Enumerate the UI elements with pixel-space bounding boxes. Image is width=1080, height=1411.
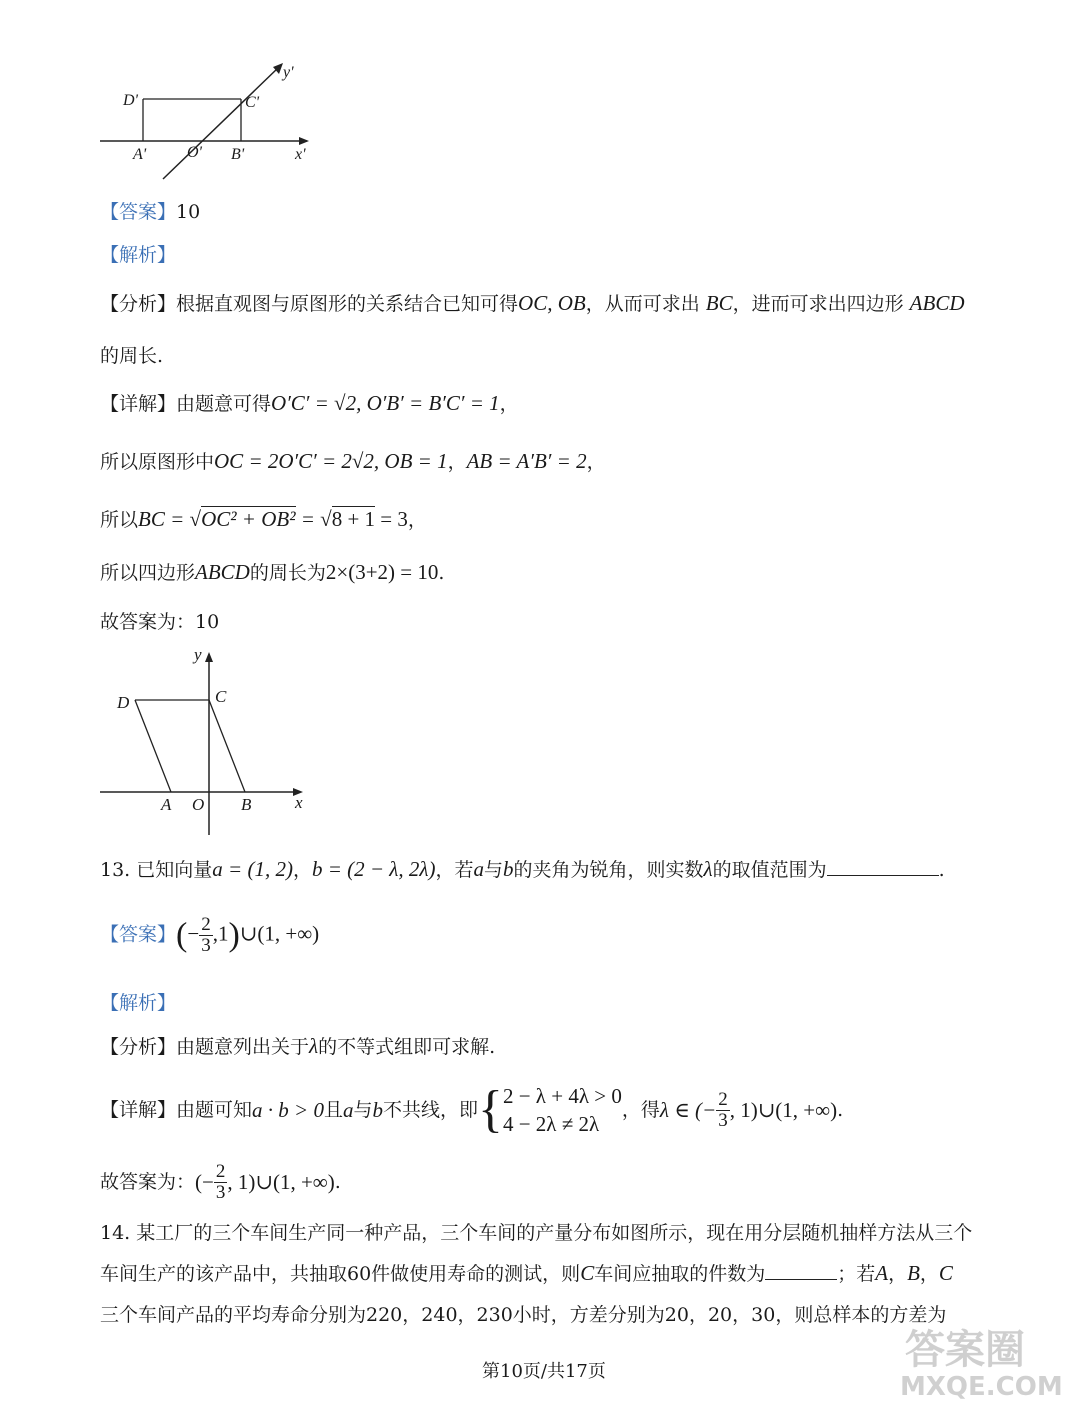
figure-oblique-view: [95, 55, 325, 180]
stem-text: 的取值范围为: [712, 859, 827, 881]
xj-math: BC =: [138, 507, 190, 531]
xj-math: = 3: [375, 507, 408, 531]
q13-analysis-tag: 【解析】: [100, 992, 177, 1014]
label-y-prime: y': [283, 64, 294, 81]
q12-fenxi-line1: [100, 291, 965, 316]
label-D: D: [117, 693, 130, 712]
xj-text: 所以原图形中: [100, 451, 215, 473]
stem-math: b: [503, 857, 514, 881]
stem-text: ，: [919, 1263, 939, 1285]
fraction: $\frac{2}{3}$: [201, 914, 211, 956]
fenxi-text: 根据直观图与原图形的关系结合已知可得: [176, 293, 519, 315]
fenxi-text: ，从而可求出: [585, 293, 700, 315]
stem-text: ，: [888, 1263, 908, 1285]
y-arrow: [205, 652, 213, 662]
xj-text: 所以四边形: [100, 562, 196, 584]
final-math: (−: [195, 1170, 214, 1194]
stem-math: λ: [703, 857, 713, 881]
xj-math: a: [342, 1098, 354, 1122]
q14-line1: 14. 某工厂的三个车间生产同一种产品，三个车间的产量分布如图所示，现在用分层随机抽样方法从三个: [100, 1222, 973, 1244]
q12-analysis-tag: 【解析】: [100, 244, 177, 266]
watermark-top: 答案圈: [905, 1327, 1025, 1373]
stem-math: B: [907, 1261, 920, 1285]
q12-fenxi-line2: 的周长.: [100, 345, 164, 367]
label-A: A: [161, 795, 172, 814]
xj-text: ，: [586, 451, 606, 473]
q12-xiangjie-line1: [100, 391, 519, 416]
xiangjie-tag: 【详解】: [100, 1099, 177, 1121]
label-O: O: [192, 795, 205, 814]
xj-text: 由题可知: [176, 1099, 253, 1121]
xj-text: 由题意可得: [176, 393, 272, 415]
label-x-prime: x': [295, 146, 306, 163]
label-B-prime: B': [231, 146, 245, 163]
q14-line3: 三个车间产品的平均寿命分别为220，240，230小时，方差分别为20，20，30，则总样本的方差为: [100, 1304, 947, 1326]
stem-math: a = (1, 2): [212, 857, 293, 881]
q12-xiangjie-line3: [100, 507, 427, 532]
stem-text: ，若: [435, 859, 474, 881]
segment-DA: [135, 700, 171, 792]
fenxi-text: ，进而可求出四边形: [732, 293, 904, 315]
xj-text: .: [837, 1099, 844, 1121]
xj-math: λ ∈ (−: [659, 1098, 717, 1122]
stem-text: 已知向量: [136, 859, 213, 881]
q13-final: [100, 1158, 341, 1206]
page-footer: 第10页/共17页: [482, 1361, 606, 1382]
xj-math: b: [372, 1098, 383, 1122]
inequality-system: [503, 1082, 622, 1138]
label-C: C: [215, 687, 227, 706]
xj-text: 的周长为: [249, 562, 326, 584]
q13-answer-line: [100, 915, 319, 956]
final-text: 故答案为：: [100, 1171, 196, 1193]
stem-text: 的夹角为锐角，则实数: [513, 859, 704, 881]
stem-text: 与: [484, 859, 504, 881]
fenxi-tag: 【分析】: [100, 293, 177, 315]
stem-math: b = (2 − λ, 2λ): [311, 857, 436, 881]
answer-blank[interactable]: [827, 857, 939, 876]
q13-fenxi: [100, 1034, 495, 1059]
answer-math: −: [187, 921, 200, 946]
stem-text: .: [938, 859, 945, 881]
fenxi-math: BC: [705, 291, 733, 315]
label-y: y: [194, 645, 202, 664]
left-paren: (: [176, 916, 188, 954]
stem-math: a: [473, 857, 485, 881]
xj-text: ，: [447, 451, 467, 473]
q12-xiangjie-line4: [100, 560, 444, 585]
q12-final: 故答案为：10: [100, 611, 220, 633]
fenxi-math: ABCD: [909, 291, 965, 315]
sqrt-sign: √: [320, 507, 332, 531]
answer-math: ,1: [212, 921, 229, 946]
xj-text: 所以: [100, 509, 139, 531]
fenxi-text: 由题意列出关于: [176, 1036, 310, 1058]
fenxi-text: 的不等式组即可求解.: [318, 1036, 496, 1058]
stem-text: ，: [292, 859, 312, 881]
xj-math: OC = 2O′C′ = 2√2, OB = 1: [214, 449, 448, 473]
stem-text: ；若: [837, 1263, 876, 1285]
q14-line2: [100, 1261, 953, 1286]
answer-value: 10: [176, 201, 201, 223]
label-x: x: [295, 793, 303, 812]
xj-math: =: [295, 507, 321, 531]
xj-text: 不共线，即: [382, 1099, 478, 1121]
xj-math: 8 + 1: [331, 507, 376, 531]
q12-answer-line: [100, 200, 200, 224]
fenxi-math: OC, OB: [518, 291, 586, 315]
fenxi-tag: 【分析】: [100, 1036, 177, 1058]
fraction: $\frac{2}{3}$: [718, 1088, 728, 1131]
stem-math: C: [938, 1261, 953, 1285]
xj-text: ，: [499, 393, 519, 415]
y-prime-axis: [163, 67, 279, 179]
label-A-prime: A': [133, 146, 147, 163]
q13-xiangjie: [100, 1080, 843, 1140]
watermark-bottom: MXQE.COM: [900, 1372, 1063, 1402]
xj-math: AB = A′B′ = 2: [466, 449, 587, 473]
answer-math: (1, +∞): [257, 921, 320, 946]
stem-math: C: [580, 1261, 595, 1285]
xj-text: ，: [407, 509, 427, 531]
final-math: , 1)∪(1, +∞): [227, 1170, 335, 1194]
label-C-prime: C': [245, 94, 260, 111]
system-line: 2 − λ + 4λ > 0: [502, 1084, 622, 1108]
xj-text: 与: [353, 1099, 373, 1121]
q12-xiangjie-line2: [100, 449, 606, 474]
x-prime-arrow: [299, 137, 309, 145]
figure-original: [95, 640, 320, 840]
answer-tag: 【答案】: [100, 201, 177, 223]
system-brace: {: [478, 1081, 503, 1138]
xj-text: 且: [323, 1099, 343, 1121]
xj-math: O′C′ = √2, O′B′ = B′C′ = 1: [271, 391, 500, 415]
stem-text: 车间生产的该产品中，共抽取60件做使用寿命的测试，则: [100, 1263, 581, 1285]
xj-math: OC² + OB²: [201, 507, 296, 531]
system-line: 4 − 2λ ≠ 2λ: [502, 1112, 600, 1136]
xj-text: ，得: [621, 1099, 660, 1121]
final-text: .: [334, 1171, 341, 1193]
label-O-prime: O': [187, 144, 202, 161]
q13-stem: [100, 857, 945, 882]
fraction: $\frac{2}{3}$: [215, 1160, 226, 1203]
xj-text: .: [438, 562, 445, 584]
xiangjie-tag: 【详解】: [100, 393, 177, 415]
union-sign: ∪: [239, 921, 258, 946]
fenxi-math: λ: [309, 1034, 319, 1058]
xj-math: a · b > 0: [252, 1098, 324, 1122]
stem-text: 车间应抽取的件数为: [594, 1263, 766, 1285]
stem-math: A: [875, 1261, 889, 1285]
label-B: B: [241, 795, 252, 814]
question-number: 13.: [100, 859, 131, 881]
segment-CB: [209, 700, 245, 792]
xj-math: 2×(3+2) = 10: [325, 560, 439, 584]
label-D-prime: D': [123, 92, 138, 109]
right-paren: ): [228, 916, 240, 954]
sqrt-sign: √: [189, 507, 202, 531]
xj-math: , 1)∪(1, +∞): [729, 1098, 838, 1122]
answer-blank[interactable]: [765, 1261, 837, 1280]
answer-tag: 【答案】: [100, 923, 177, 946]
xj-math: ABCD: [195, 560, 250, 584]
